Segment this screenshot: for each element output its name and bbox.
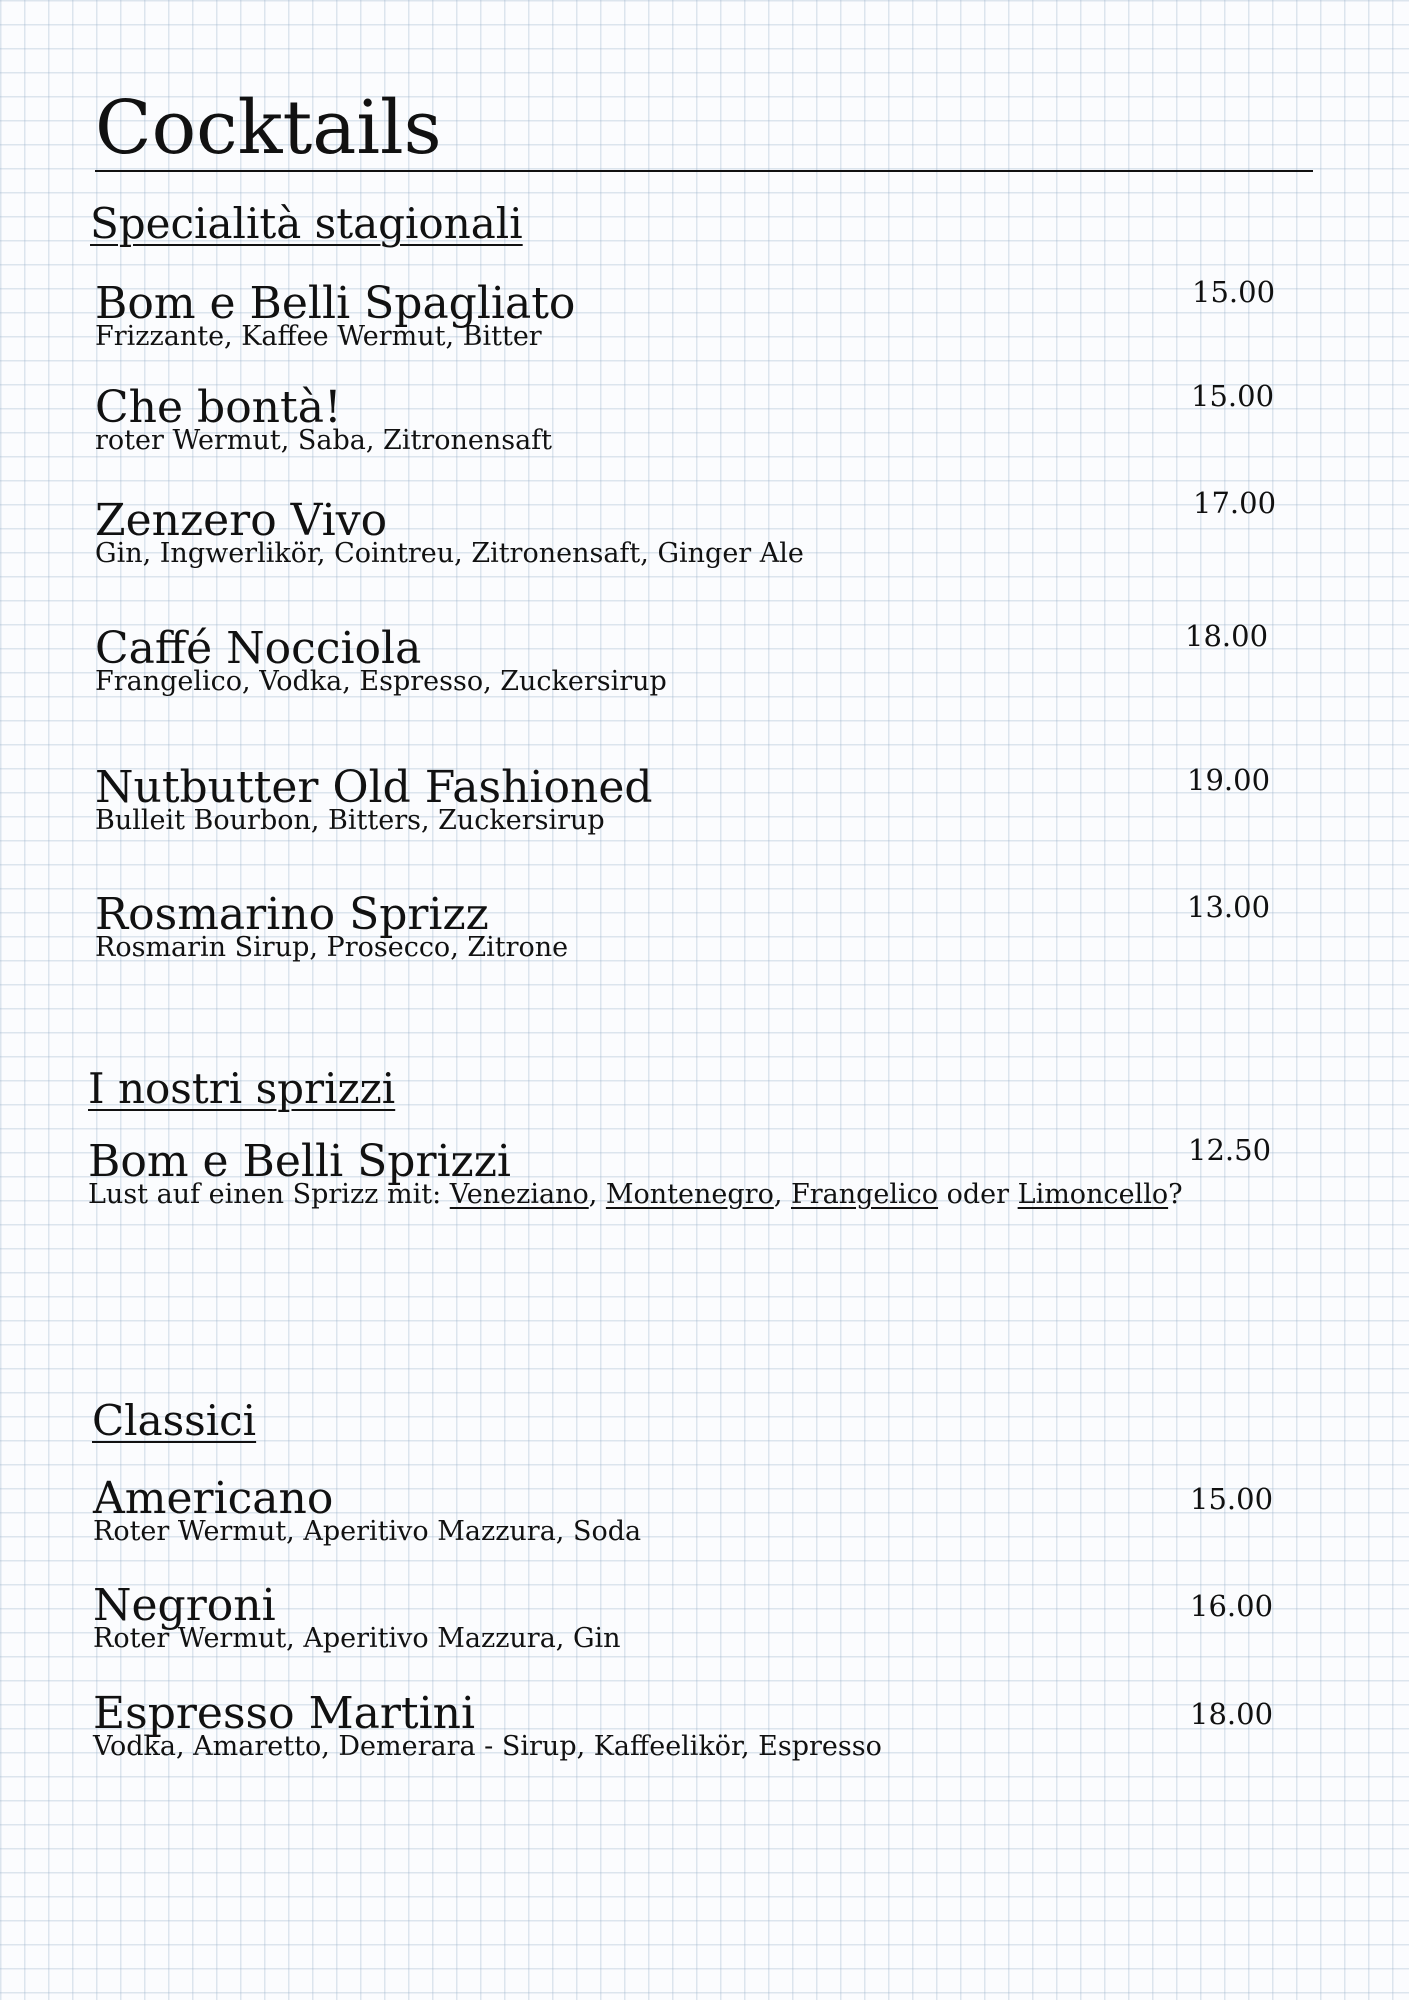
question-mark: ? bbox=[1168, 1179, 1183, 1210]
item-price: 13.00 bbox=[1187, 890, 1271, 924]
item-price: 18.00 bbox=[1185, 619, 1269, 653]
menu-item-zenzero-vivo bbox=[95, 497, 804, 569]
section-heading-sprizzi: I nostri sprizzi bbox=[88, 1064, 396, 1113]
item-name: Americano bbox=[93, 1473, 334, 1524]
item-name: Bom e Belli Spagliato bbox=[95, 278, 576, 329]
option-veneziano[interactable]: Veneziano bbox=[449, 1179, 589, 1210]
item-name: Che bontà! bbox=[95, 382, 342, 433]
item-description: Roter Wermut, Aperitivo Mazzura, Soda bbox=[93, 1516, 642, 1547]
option-limoncello[interactable]: Limoncello bbox=[1017, 1179, 1169, 1210]
item-price: 19.00 bbox=[1187, 763, 1271, 797]
menu-item-americano bbox=[93, 1475, 641, 1547]
item-description: Frangelico, Vodka, Espresso, Zuckersirup bbox=[95, 666, 667, 697]
item-price: 15.00 bbox=[1190, 1482, 1274, 1516]
menu-item-rosmarino-sprizz bbox=[95, 891, 568, 963]
item-description: roter Wermut, Saba, Zitronensaft bbox=[95, 425, 553, 456]
item-description: Roter Wermut, Aperitivo Mazzura, Gin bbox=[93, 1623, 621, 1654]
item-price: 15.00 bbox=[1191, 379, 1275, 413]
item-name: Zenzero Vivo bbox=[95, 495, 388, 546]
menu-item-bom-e-belli-sprizzi bbox=[88, 1138, 1183, 1210]
item-price: 17.00 bbox=[1193, 486, 1277, 520]
menu-item-bom-e-belli-spagliato bbox=[95, 280, 575, 352]
menu-item-che-bonta bbox=[95, 384, 552, 456]
or-word: oder bbox=[938, 1179, 1018, 1210]
item-description: Gin, Ingwerlikör, Cointreu, Zitronensaft, Ginger Ale bbox=[95, 538, 804, 569]
item-name: Bom e Belli Sprizzi bbox=[88, 1136, 511, 1187]
item-description: Bulleit Bourbon, Bitters, Zuckersirup bbox=[95, 805, 605, 836]
item-price: 18.00 bbox=[1190, 1697, 1274, 1731]
menu-item-nutbutter-old-fashioned bbox=[95, 764, 653, 836]
item-name: Negroni bbox=[93, 1580, 276, 1631]
separator: , bbox=[588, 1179, 606, 1210]
menu-item-espresso-martini bbox=[93, 1690, 882, 1762]
item-price: 15.00 bbox=[1192, 275, 1276, 309]
item-description bbox=[88, 1180, 1183, 1210]
item-price: 16.00 bbox=[1190, 1589, 1274, 1623]
desc-prefix: Lust auf einen Sprizz mit: bbox=[88, 1179, 450, 1210]
menu-item-caffe-nocciola bbox=[95, 625, 667, 697]
item-name: Caffé Nocciola bbox=[95, 623, 422, 674]
item-price: 12.50 bbox=[1188, 1133, 1272, 1167]
item-description: Vodka, Amaretto, Demerara - Sirup, Kaffeelikör, Espresso bbox=[93, 1731, 882, 1762]
section-heading-specialita: Specialità stagionali bbox=[90, 199, 523, 248]
separator: , bbox=[773, 1179, 791, 1210]
page-title: Cocktails bbox=[95, 88, 1313, 172]
item-name: Espresso Martini bbox=[93, 1688, 476, 1739]
option-frangelico[interactable]: Frangelico bbox=[791, 1179, 939, 1210]
option-montenegro[interactable]: Montenegro bbox=[605, 1179, 774, 1210]
section-heading-classici: Classici bbox=[92, 1396, 257, 1445]
item-description: Frizzante, Kaffee Wermut, Bitter bbox=[95, 321, 542, 352]
menu-item-negroni bbox=[93, 1582, 621, 1654]
item-name: Nutbutter Old Fashioned bbox=[95, 762, 653, 813]
item-name: Rosmarino Sprizz bbox=[95, 889, 489, 940]
item-description: Rosmarin Sirup, Prosecco, Zitrone bbox=[95, 932, 569, 963]
